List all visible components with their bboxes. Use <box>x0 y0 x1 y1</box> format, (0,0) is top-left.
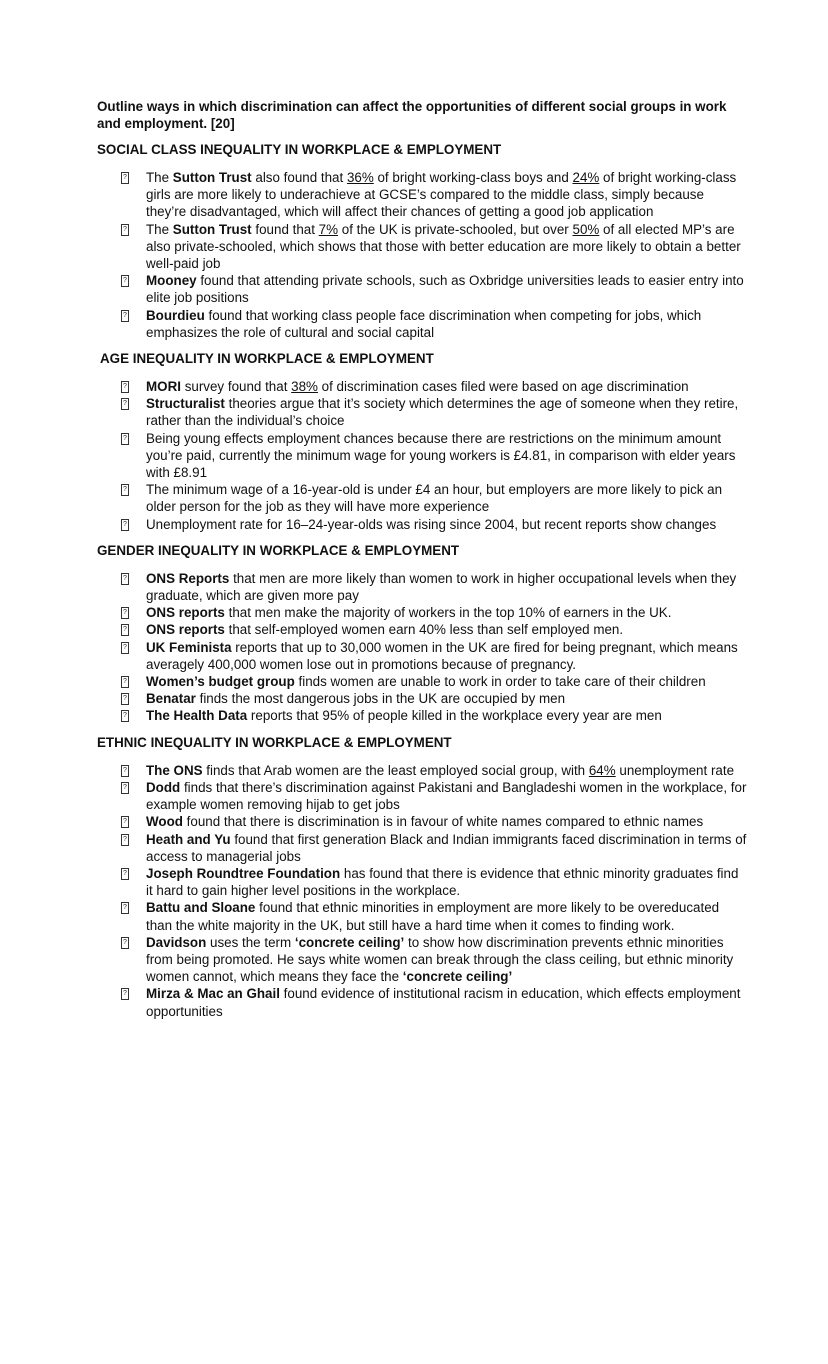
body-text: Being young effects employment chances because there are restrictions on the minimum amount you’re paid, currently the minimum wage for young workers is £4.81, in comparison with elder years with £8.91 <box>146 430 736 481</box>
body-text: Unemployment rate for 16–24-year-olds was rising since 2004, but recent reports show changes <box>146 516 717 532</box>
section-heading-social-class: SOCIAL CLASS INEQUALITY IN WORKPLACE & EMPLOYMENT <box>97 142 502 157</box>
missing-glyph-bullet-icon: ? <box>121 484 129 496</box>
missing-glyph-bullet-icon: ? <box>121 710 129 722</box>
body-text: found that first generation Black and Indian immigrants faced discrimination in terms of access to managerial jobs <box>146 831 747 864</box>
body-text: of bright working-class girls are more likely to underachieve at GCSE’s compared to the middle class, simply because they’re disadvantaged, which will affect their chances of getting a good job application <box>146 170 737 220</box>
underlined-stat: 50% <box>572 221 600 237</box>
sections-container <box>97 141 747 1020</box>
bold-source: Heath and Yu <box>146 831 231 847</box>
missing-glyph-bullet-icon: ? <box>121 624 129 636</box>
list-item <box>121 813 747 830</box>
essay-question: Outline ways in which discrimination can affect the opportunities of different social groups in work and employment. [20] <box>97 99 727 131</box>
list-item <box>121 621 747 638</box>
missing-glyph-bullet-icon: ? <box>121 519 129 531</box>
body-text: to show how discrimination prevents ethnic minorities from being promoted. He says white women can break through the class ceiling, but ethnic minority women cannot, which means they face the <box>146 934 734 985</box>
bold-source: The ONS <box>146 762 203 778</box>
bold-source: Battu and Sloane <box>146 900 256 916</box>
document-page <box>97 98 747 1029</box>
section-heading-ethnic: ETHNIC INEQUALITY IN WORKPLACE & EMPLOYMENT <box>97 734 452 750</box>
body-text: theories argue that it’s society which determines the age of someone when they retire, rather than the individual’s choice <box>146 396 739 429</box>
body-text: also found that <box>251 170 347 185</box>
missing-glyph-bullet-icon: ? <box>121 642 129 654</box>
bold-source: Wood <box>146 814 183 830</box>
body-text: of bright working-class boys and <box>373 170 573 185</box>
list-item <box>121 221 747 273</box>
body-text: of all elected MP’s are also private-schooled, which shows that those with better education are more likely to obtain a better well-paid job <box>146 221 741 272</box>
body-text: uses the term <box>206 934 295 950</box>
list-item <box>121 762 747 779</box>
body-text: that men are more likely than women to work in higher occupational levels when they graduate, which are given more pay <box>146 570 737 604</box>
section-heading-gender: GENDER INEQUALITY IN WORKPLACE & EMPLOYMENT <box>97 542 460 558</box>
bold-source: Mirza & Mac an Ghail <box>146 986 280 1002</box>
bold-source: Dodd <box>146 779 181 795</box>
list-item <box>121 673 747 690</box>
body-text: found that ethnic minorities in employment are more likely to be overeducated than the white majority in the UK, but still have a hard time when it comes to finding work. <box>146 900 720 933</box>
body-text: finds that Arab women are the least employed social group, with <box>202 762 589 778</box>
missing-glyph-bullet-icon: ? <box>121 398 129 410</box>
missing-glyph-bullet-icon: ? <box>121 782 129 794</box>
bold-source: Structuralist <box>146 396 225 412</box>
body-text: that self-employed women earn 40% less than self employed men. <box>224 622 624 638</box>
bold-source: The Health Data <box>146 708 248 724</box>
bold-source: ONS reports <box>146 622 225 638</box>
missing-glyph-bullet-icon: ? <box>121 937 129 949</box>
missing-glyph-bullet-icon: ? <box>121 902 129 914</box>
list-item <box>121 831 747 865</box>
missing-glyph-bullet-icon: ? <box>121 676 129 688</box>
list-item <box>121 985 747 1019</box>
missing-glyph-bullet-icon: ? <box>121 433 129 445</box>
bold-source: ‘concrete ceiling’ <box>402 969 513 985</box>
missing-glyph-bullet-icon: ? <box>121 988 129 1000</box>
body-text: of the UK is private-schooled, but over <box>338 221 573 237</box>
bold-source: Sutton Trust <box>172 170 252 185</box>
missing-glyph-bullet-icon: ? <box>121 868 129 880</box>
list-item <box>121 934 747 986</box>
missing-glyph-bullet-icon: ? <box>121 224 129 236</box>
body-text: The <box>146 221 173 237</box>
body-text: unemployment rate <box>615 762 735 778</box>
underlined-stat: 24% <box>572 170 600 185</box>
body-text: finds the most dangerous jobs in the UK are occupied by men <box>195 691 566 707</box>
body-text: survey found that <box>180 379 292 395</box>
bullet-list-social-class <box>97 169 747 341</box>
bold-source: ONS reports <box>146 605 225 621</box>
missing-glyph-bullet-icon: ? <box>121 834 129 846</box>
body-text: finds women are unable to work in order to take care of their children <box>294 674 706 690</box>
list-item <box>121 378 747 395</box>
bold-source: ONS Reports <box>146 570 230 586</box>
body-text: reports that 95% of people killed in the workplace every year are men <box>247 708 662 724</box>
list-item <box>121 307 747 341</box>
bold-source: Mooney <box>146 273 197 289</box>
missing-glyph-bullet-icon: ? <box>121 816 129 828</box>
bold-source: UK Feminista <box>146 639 232 655</box>
bold-source: Women’s budget group <box>146 674 295 690</box>
list-item <box>121 690 747 707</box>
bold-source: Bourdieu <box>146 307 205 323</box>
list-item <box>121 430 747 482</box>
list-item <box>121 707 747 724</box>
list-item <box>121 481 747 515</box>
list-item <box>121 604 747 621</box>
bold-source: Benatar <box>146 691 196 707</box>
bullet-list-age <box>97 378 747 533</box>
body-text: found evidence of institutional racism in education, which effects employment opportunities <box>146 986 741 1019</box>
missing-glyph-bullet-icon: ? <box>121 607 129 619</box>
list-item <box>121 899 747 933</box>
missing-glyph-bullet-icon: ? <box>121 172 129 184</box>
missing-glyph-bullet-icon: ? <box>121 275 129 287</box>
underlined-stat: 64% <box>588 762 616 778</box>
list-item <box>121 272 747 306</box>
body-text: finds that there’s discrimination against Pakistani and Bangladeshi women in the workplace, for example women removing hijab to get jobs <box>146 779 747 813</box>
missing-glyph-bullet-icon: ? <box>121 310 129 322</box>
body-text: that men make the majority of workers in the top 10% of earners in the UK. <box>224 605 672 621</box>
missing-glyph-bullet-icon: ? <box>121 765 129 777</box>
section-heading-age: AGE INEQUALITY IN WORKPLACE & EMPLOYMENT <box>100 351 434 367</box>
bullet-list-gender <box>97 570 747 725</box>
missing-glyph-bullet-icon: ? <box>121 573 129 585</box>
missing-glyph-bullet-icon: ? <box>121 381 129 393</box>
bold-source: Davidson <box>146 934 207 950</box>
body-text: has found that there is evidence that ethnic minority graduates find it hard to gain higher level positions in the workplace. <box>146 865 739 899</box>
list-item <box>121 516 747 533</box>
bold-source: Sutton Trust <box>172 221 252 237</box>
bold-source: ‘concrete ceiling’ <box>294 934 405 950</box>
list-item <box>121 639 747 673</box>
body-text: reports that up to 30,000 women in the UK are fired for being pregnant, which means averagely 400,000 women lose out in promotions because of pregnancy. <box>146 639 738 672</box>
body-text: The minimum wage of a 16-year-old is under £4 an hour, but employers are more likely to pick an older person for the job as they will have more experience <box>146 482 723 515</box>
body-text: found that working class people face discrimination when competing for jobs, which emphasizes the role of cultural and social capital <box>146 307 702 340</box>
list-item <box>121 169 747 221</box>
body-text: found that attending private schools, such as Oxbridge universities leads to easier entry into elite job positions <box>146 273 744 306</box>
body-text: found that <box>251 221 319 237</box>
list-item <box>121 779 747 813</box>
body-text: found that there is discrimination is in favour of white names compared to ethnic names <box>182 814 704 830</box>
list-item <box>121 865 747 899</box>
missing-glyph-bullet-icon: ? <box>121 693 129 705</box>
underlined-stat: 36% <box>346 170 374 185</box>
bold-source: MORI <box>146 379 181 395</box>
underlined-stat: 38% <box>291 379 318 395</box>
list-item <box>121 570 747 604</box>
underlined-stat: 7% <box>318 221 339 237</box>
body-text: The <box>146 170 173 185</box>
list-item <box>121 395 747 429</box>
bullet-list-ethnic <box>97 762 747 1020</box>
body-text: of discrimination cases filed were based on age discrimination <box>317 379 689 395</box>
bold-source: Joseph Roundtree Foundation <box>146 865 341 881</box>
